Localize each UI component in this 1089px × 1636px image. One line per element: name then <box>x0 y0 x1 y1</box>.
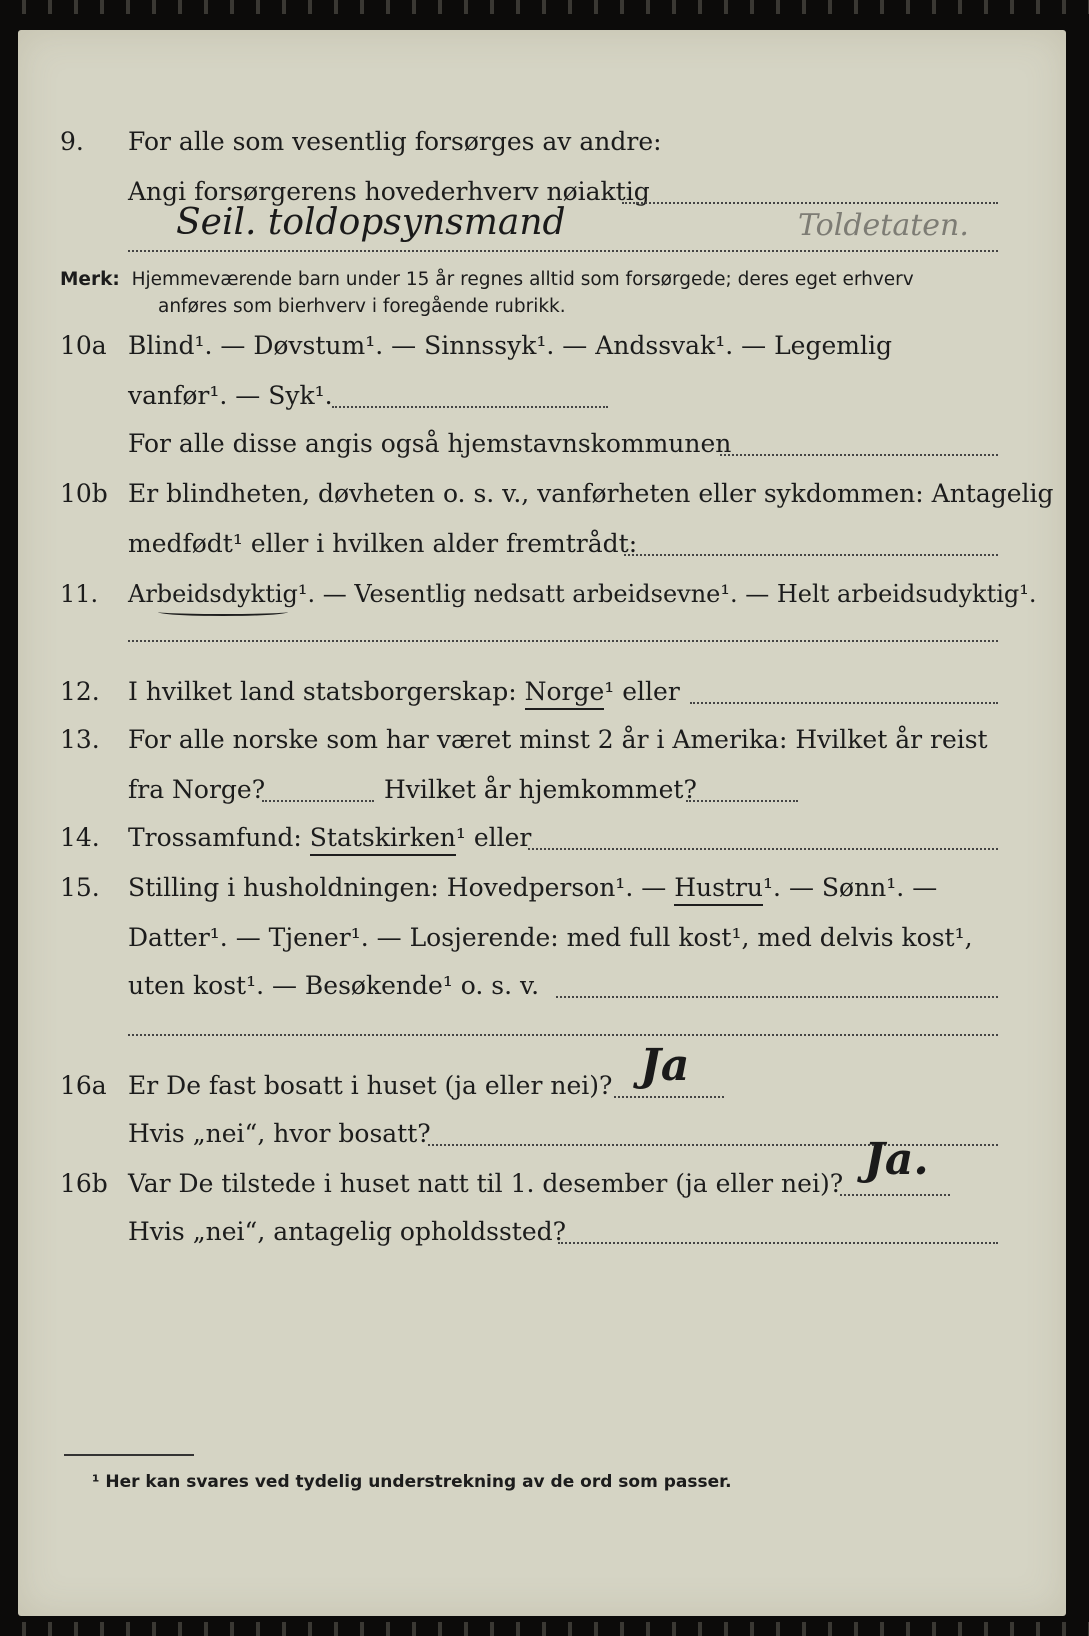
answer-line[interactable] <box>528 848 998 850</box>
answer-line[interactable] <box>614 1096 724 1098</box>
question-number: 11. <box>60 580 99 608</box>
question-text-part: ¹. — Sønn¹. — <box>763 873 938 902</box>
handwritten-answer: Ja <box>640 1040 690 1091</box>
question-text <box>128 868 937 908</box>
footnote: ¹ Her kan svares ved tydelig understrekning av de ord som passer. <box>92 1472 732 1492</box>
answer-line[interactable] <box>128 1034 998 1036</box>
handwritten-answer: Ja. <box>864 1134 929 1185</box>
question-text-part: ¹ eller <box>604 677 680 706</box>
question-16b-line2 <box>18 1212 1066 1252</box>
question-text-part: I hvilket land statsborgerskap: <box>128 677 517 706</box>
answer-line[interactable] <box>332 406 608 408</box>
census-form-page <box>18 30 1066 1616</box>
question-text: vanfør¹. — Syk¹. <box>128 381 333 410</box>
note-label: Merk: <box>60 269 120 290</box>
question-number: 14. <box>60 823 100 852</box>
question-text: medfødt¹ eller i hvilken alder fremtrådt: <box>128 529 638 558</box>
note-text-line2: anføres som bierhverv i foregående rubrikk. <box>158 296 566 317</box>
question-number: 9. <box>60 127 84 156</box>
question-text <box>128 672 680 712</box>
question-text: For alle disse angis også hjemstavnskommunen <box>128 429 732 458</box>
answer-line[interactable] <box>720 454 998 456</box>
question-text: Datter¹. — Tjener¹. — Losjerende: med full kost¹, med delvis kost¹, <box>128 923 973 952</box>
question-text: Arbeidsdyktig¹. — Vesentlig nedsatt arbeidsevne¹. — Helt arbeidsudyktig¹. <box>128 580 1037 608</box>
underlined-answer-statskirken[interactable]: Statskirken <box>310 823 456 856</box>
question-16a <box>18 1066 1066 1106</box>
question-text <box>128 818 531 858</box>
answer-line[interactable] <box>624 554 998 556</box>
question-14 <box>18 818 1066 858</box>
underlined-answer-hustru[interactable]: Hustru <box>674 873 763 906</box>
note-merk <box>60 266 1050 320</box>
question-text-part: Stilling i husholdningen: Hovedperson¹. — <box>128 873 667 902</box>
question-text: Angi forsørgerens hovederhverv nøiaktig <box>128 177 650 206</box>
bottom-scan-ruler <box>0 1622 1089 1636</box>
question-number: 12. <box>60 677 100 706</box>
question-text: For alle som vesentlig forsørges av andre: <box>128 127 662 156</box>
answer-line[interactable] <box>686 800 798 802</box>
question-number: 13. <box>60 725 100 754</box>
footnote-rule <box>64 1454 194 1456</box>
question-15-line2 <box>18 918 1066 958</box>
underlined-answer-norge[interactable]: Norge <box>525 677 605 710</box>
question-15-line3 <box>18 966 1066 1006</box>
question-text: Er blindheten, døvheten o. s. v., vanførheten eller sykdommen: Antagelig <box>128 479 1054 508</box>
question-10a-line2 <box>18 376 1066 416</box>
answer-line[interactable] <box>556 996 998 998</box>
question-number: 15. <box>60 873 100 902</box>
note-text: Hjemmeværende barn under 15 år regnes alltid som forsørgede; deres eget erhverv <box>131 269 914 290</box>
question-text: fra Norge? <box>128 775 266 804</box>
question-12 <box>18 672 1066 712</box>
question-text: Hvis „nei“, hvor bosatt? <box>128 1119 431 1148</box>
answer-line[interactable] <box>128 640 998 642</box>
question-text: For alle norske som har været minst 2 år i Amerika: Hvilket år reist <box>128 725 988 754</box>
answer-line[interactable] <box>840 1194 950 1196</box>
question-number: 10b <box>60 479 108 508</box>
top-scan-ruler <box>0 0 1089 14</box>
question-text: Blind¹. — Døvstum¹. — Sinnssyk¹. — Andssvak¹. — Legemlig <box>128 331 892 360</box>
answer-line[interactable] <box>622 202 998 204</box>
question-number: 16a <box>60 1071 107 1100</box>
question-number: 16b <box>60 1169 108 1198</box>
question-15 <box>18 868 1066 908</box>
question-10a <box>18 326 1066 366</box>
underline-mark <box>158 608 288 616</box>
question-text-part: ¹ eller <box>455 823 532 852</box>
question-text: Var De tilstede i huset natt til 1. desember (ja eller nei)? <box>128 1169 844 1198</box>
answer-line[interactable] <box>690 702 998 704</box>
question-13-line2 <box>18 770 1066 810</box>
question-10b-line2 <box>18 524 1066 564</box>
question-number: 10a <box>60 331 107 360</box>
question-text: Hvis „nei“, antagelig opholdssted? <box>128 1217 567 1246</box>
handwritten-answer-faint: Toldetaten. <box>798 208 969 243</box>
answer-line[interactable] <box>558 1242 998 1244</box>
answer-line[interactable] <box>128 250 998 252</box>
question-13 <box>18 720 1066 760</box>
question-10b <box>18 474 1066 514</box>
question-text-part: Trossamfund: <box>128 823 302 852</box>
question-text: Er De fast bosatt i huset (ja eller nei)? <box>128 1071 613 1100</box>
question-text: uten kost¹. — Besøkende¹ o. s. v. <box>128 971 540 1000</box>
answer-line[interactable] <box>262 800 374 802</box>
question-10a-line3 <box>18 424 1066 464</box>
question-9 <box>18 122 1066 162</box>
handwritten-answer: Seil. toldopsynsmand <box>176 202 566 243</box>
question-text: Hvilket år hjemkommet? <box>384 775 697 804</box>
